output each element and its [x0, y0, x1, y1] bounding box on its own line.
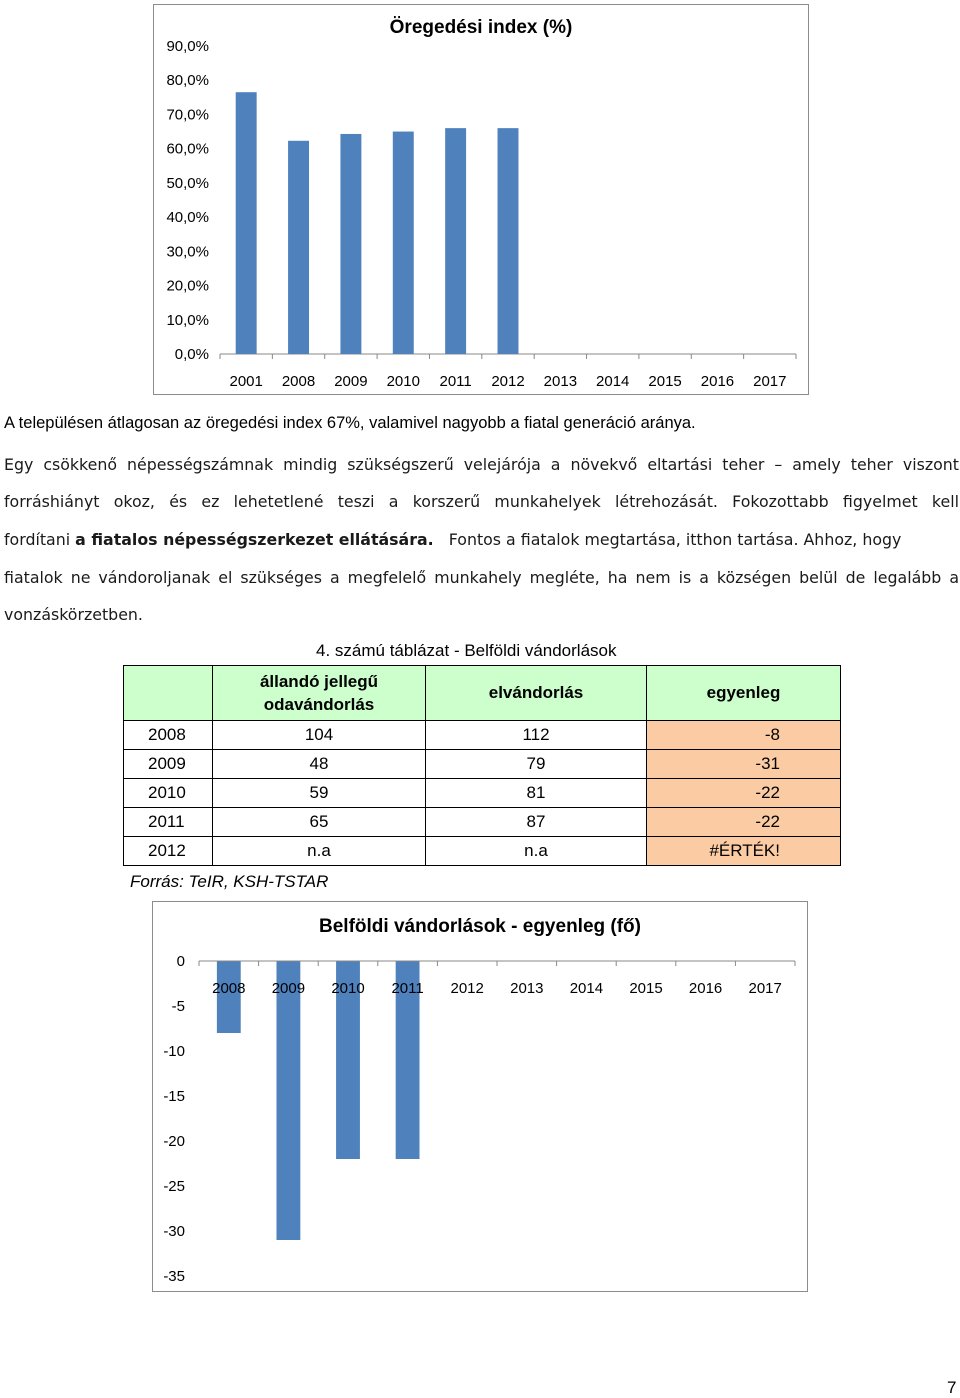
x-tick-label: 2011: [391, 980, 424, 997]
x-tick-label: 2012: [450, 980, 484, 997]
aging-index-chart: [153, 4, 809, 395]
cell-year: 2008: [124, 721, 213, 750]
paragraph-line: vonzáskörzetben.: [4, 605, 143, 624]
table-caption: 4. számú táblázat - Belföldi vándorlások: [316, 641, 617, 660]
chart-title: Öregedési index (%): [389, 17, 573, 38]
table-row: [124, 750, 841, 779]
x-tick-label: 2016: [700, 373, 735, 390]
y-tick-label: 80,0%: [166, 72, 209, 90]
cell-balance: -31: [647, 750, 841, 779]
cell-in: 48: [213, 750, 426, 779]
x-tick-label: 2011: [439, 373, 472, 390]
x-tick-label: 2009: [271, 980, 306, 997]
bar: [288, 141, 309, 354]
y-tick-label: 90,0%: [166, 38, 209, 55]
table-header-in: állandó jellegű odavándorlás: [213, 666, 426, 721]
chart-title: Belföldi vándorlások - egyenleg (fő): [319, 916, 641, 937]
paragraph-text: Fontos a fiatalok megtartása, itthon tartása. Ahhoz, hogy: [448, 530, 902, 549]
x-tick-label: 2001: [229, 373, 263, 390]
x-tick-label: 2012: [491, 373, 525, 390]
page-number: 7: [947, 1378, 957, 1397]
bar: [340, 134, 361, 354]
x-tick-label: 2008: [212, 980, 246, 997]
y-tick-label: -20: [163, 1133, 185, 1150]
paragraph-line: fiatalok ne vándoroljanak el szükséges a megfelelő munkahely megléte, ha nem is a községen belül de legalább a: [4, 568, 959, 587]
y-tick-label: -35: [163, 1268, 185, 1285]
bar: [393, 132, 414, 354]
cell-out: n.a: [426, 837, 647, 866]
cell-in: n.a: [213, 837, 426, 866]
table-row: [124, 808, 841, 837]
migration-table: [123, 665, 841, 866]
table-header-empty: [124, 666, 213, 721]
paragraph-bold-text: a fiatalos népességszerkezet ellátására.: [75, 530, 434, 549]
y-tick-label: 40,0%: [166, 209, 209, 227]
migration-balance-chart: [152, 901, 808, 1292]
y-tick-label: 30,0%: [166, 243, 209, 261]
y-tick-label: -10: [163, 1043, 185, 1060]
cell-balance: -22: [647, 779, 841, 808]
x-tick-label: 2009: [334, 373, 368, 390]
y-tick-label: 20,0%: [166, 277, 209, 295]
x-tick-label: 2015: [629, 980, 663, 997]
cell-year: 2012: [124, 837, 213, 866]
bar: [498, 128, 519, 354]
cell-in: 65: [213, 808, 426, 837]
y-tick-label: 0: [176, 953, 185, 970]
y-tick-label: -15: [163, 1088, 185, 1105]
table-source: Forrás: TeIR, KSH-TSTAR: [130, 872, 329, 891]
cell-balance: -22: [647, 808, 841, 837]
bar: [445, 128, 466, 354]
x-tick-label: 2013: [543, 373, 578, 390]
paragraph-line: forráshiányt okoz, és ez lehetetlené teszi a korszerű munkahelyek létrehozását. Fokozottabb figyelmet kell: [4, 492, 959, 511]
cell-balance: -8: [647, 721, 841, 750]
table-row: [124, 779, 841, 808]
aging-index-plot: [154, 5, 808, 394]
x-tick-label: 2010: [386, 373, 420, 390]
y-tick-label: -30: [163, 1223, 185, 1240]
cell-out: 81: [426, 779, 647, 808]
table-header-balance: egyenleg: [647, 666, 841, 721]
table-header-out: elvándorlás: [426, 666, 647, 721]
y-tick-label: 70,0%: [166, 106, 209, 124]
x-tick-label: 2017: [753, 373, 787, 390]
bar: [217, 961, 241, 1033]
summary-text: A településen átlagosan az öregedési index 67%, valamivel nagyobb a fiatal generáció aránya.: [4, 414, 696, 432]
paragraph-line: [4, 530, 959, 549]
paragraph-line: Egy csökkenő népességszámnak mindig szükségszerű velejárója a növekvő eltartási teher – amely teher viszont: [4, 455, 959, 474]
x-tick-label: 2017: [748, 980, 782, 997]
x-tick-label: 2014: [596, 373, 630, 390]
cell-balance: #ÉRTÉK!: [647, 837, 841, 866]
x-tick-label: 2008: [281, 373, 316, 390]
cell-year: 2011: [124, 808, 213, 837]
cell-out: 112: [426, 721, 647, 750]
cell-out: 79: [426, 750, 647, 779]
y-tick-label: 50,0%: [166, 174, 209, 192]
bar: [236, 92, 257, 354]
y-tick-label: -25: [163, 1178, 185, 1195]
x-tick-label: 2014: [569, 980, 604, 997]
migration-balance-plot: [153, 902, 807, 1291]
paragraph-text: fordítani: [4, 530, 71, 549]
y-tick-label: 0,0%: [174, 346, 209, 363]
x-tick-label: 2010: [331, 980, 365, 997]
cell-year: 2009: [124, 750, 213, 779]
cell-year: 2010: [124, 779, 213, 808]
table-header-row: [124, 666, 841, 721]
cell-in: 104: [213, 721, 426, 750]
table-row: [124, 837, 841, 866]
y-tick-label: 60,0%: [166, 140, 209, 158]
cell-out: 87: [426, 808, 647, 837]
x-tick-label: 2015: [648, 373, 682, 390]
y-tick-label: 10,0%: [166, 311, 209, 329]
y-tick-label: -5: [171, 998, 185, 1015]
table-row: [124, 721, 841, 750]
x-tick-label: 2013: [510, 980, 544, 997]
bar: [276, 961, 300, 1240]
cell-in: 59: [213, 779, 426, 808]
x-tick-label: 2016: [688, 980, 723, 997]
